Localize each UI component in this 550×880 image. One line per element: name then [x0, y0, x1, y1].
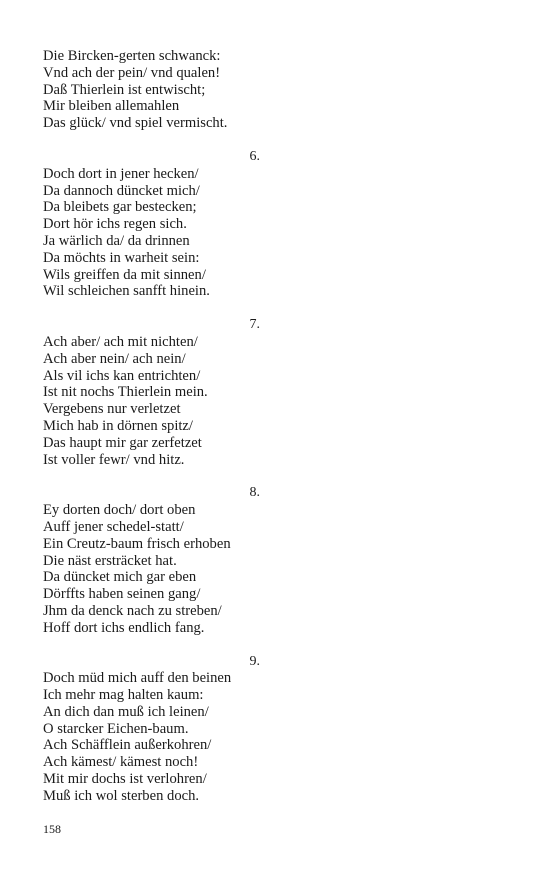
- verse-line: Ja wärlich da/ da drinnen: [43, 232, 190, 249]
- stanza-number: 9.: [249, 653, 260, 669]
- stanza-6: [43, 149, 273, 300]
- verse-line: Ist nit nochs Thierlein mein.: [43, 384, 208, 401]
- verse-line: Mir bleiben allemahlen: [43, 98, 180, 115]
- verse-line: Ach aber/ ach mit nichten/: [43, 333, 198, 350]
- verse-line: Jhm da denck nach zu streben/: [43, 602, 222, 619]
- verse-line: Da düncket mich gar eben: [43, 569, 197, 586]
- verse-line: Mich hab in dörnen spitz/: [43, 417, 193, 434]
- verse-line: Ich mehr mag halten kaum:: [43, 687, 204, 704]
- verse-line: Die Bircken-gerten schwanck:: [43, 48, 221, 64]
- verse-line: Hoff dort ichs endlich fang.: [43, 619, 205, 636]
- stanza-8: [43, 485, 273, 636]
- verse-line: Das glück/ vnd spiel vermischt.: [43, 115, 228, 132]
- stanza-number: 7.: [249, 317, 260, 333]
- verse-line: An dich dan muß ich leinen/: [43, 703, 209, 720]
- verse-line: Vergebens nur verletzet: [43, 401, 181, 418]
- verse-line: Wil schleichen sanfft hinein.: [43, 283, 210, 300]
- poem-text: [43, 48, 273, 805]
- verse-line: Ey dorten doch/ dort oben: [43, 502, 196, 519]
- verse-line: Ein Creutz-baum frisch erhoben: [43, 535, 231, 552]
- verse-line: Die näst ersträcket hat.: [43, 552, 177, 569]
- verse-line: Doch dort in jener hecken/: [43, 165, 199, 182]
- stanza-number: 8.: [249, 485, 260, 501]
- verse-line: Auff jener schedel-statt/: [43, 518, 184, 535]
- verse-line: Daß Thierlein ist entwischt;: [43, 81, 206, 98]
- verse-line: Wils greiffen da mit sinnen/: [43, 266, 206, 283]
- stanza-number: 6.: [249, 148, 260, 164]
- verse-line: Das haupt mir gar zerfetzet: [43, 434, 202, 451]
- page-number: 158: [43, 822, 61, 836]
- verse-line: Ist voller fewr/ vnd hitz.: [43, 451, 185, 468]
- verse-line: Muß ich wol sterben doch.: [43, 787, 200, 804]
- verse-line: Da möchts in warheit sein:: [43, 249, 200, 266]
- verse-line: Mit mir dochs ist verlohren/: [43, 771, 207, 788]
- verse-line: Als vil ichs kan entrichten/: [43, 367, 201, 384]
- stanza-7: [43, 317, 273, 468]
- verse-line: Dörffts haben seinen gang/: [43, 586, 201, 603]
- verse-line: Ach aber nein/ ach nein/: [43, 350, 186, 367]
- verse-line: Da dannoch düncket mich/: [43, 182, 200, 199]
- stanza-9: [43, 654, 273, 805]
- verse-line: Dort hör ichs regen sich.: [43, 216, 187, 233]
- verse-line: Ach Schäfflein außerkohren/: [43, 737, 212, 754]
- verse-line: Vnd ach der pein/ vnd qualen!: [43, 64, 221, 81]
- verse-line: Doch müd mich auff den beinen: [43, 670, 232, 687]
- verse-line: O starcker Eichen-baum.: [43, 720, 189, 737]
- verse-line: Da bleibets gar bestecken;: [43, 199, 197, 216]
- stanza-5-continuation: [43, 48, 273, 132]
- verse-line: Ach kämest/ kämest noch!: [43, 754, 199, 771]
